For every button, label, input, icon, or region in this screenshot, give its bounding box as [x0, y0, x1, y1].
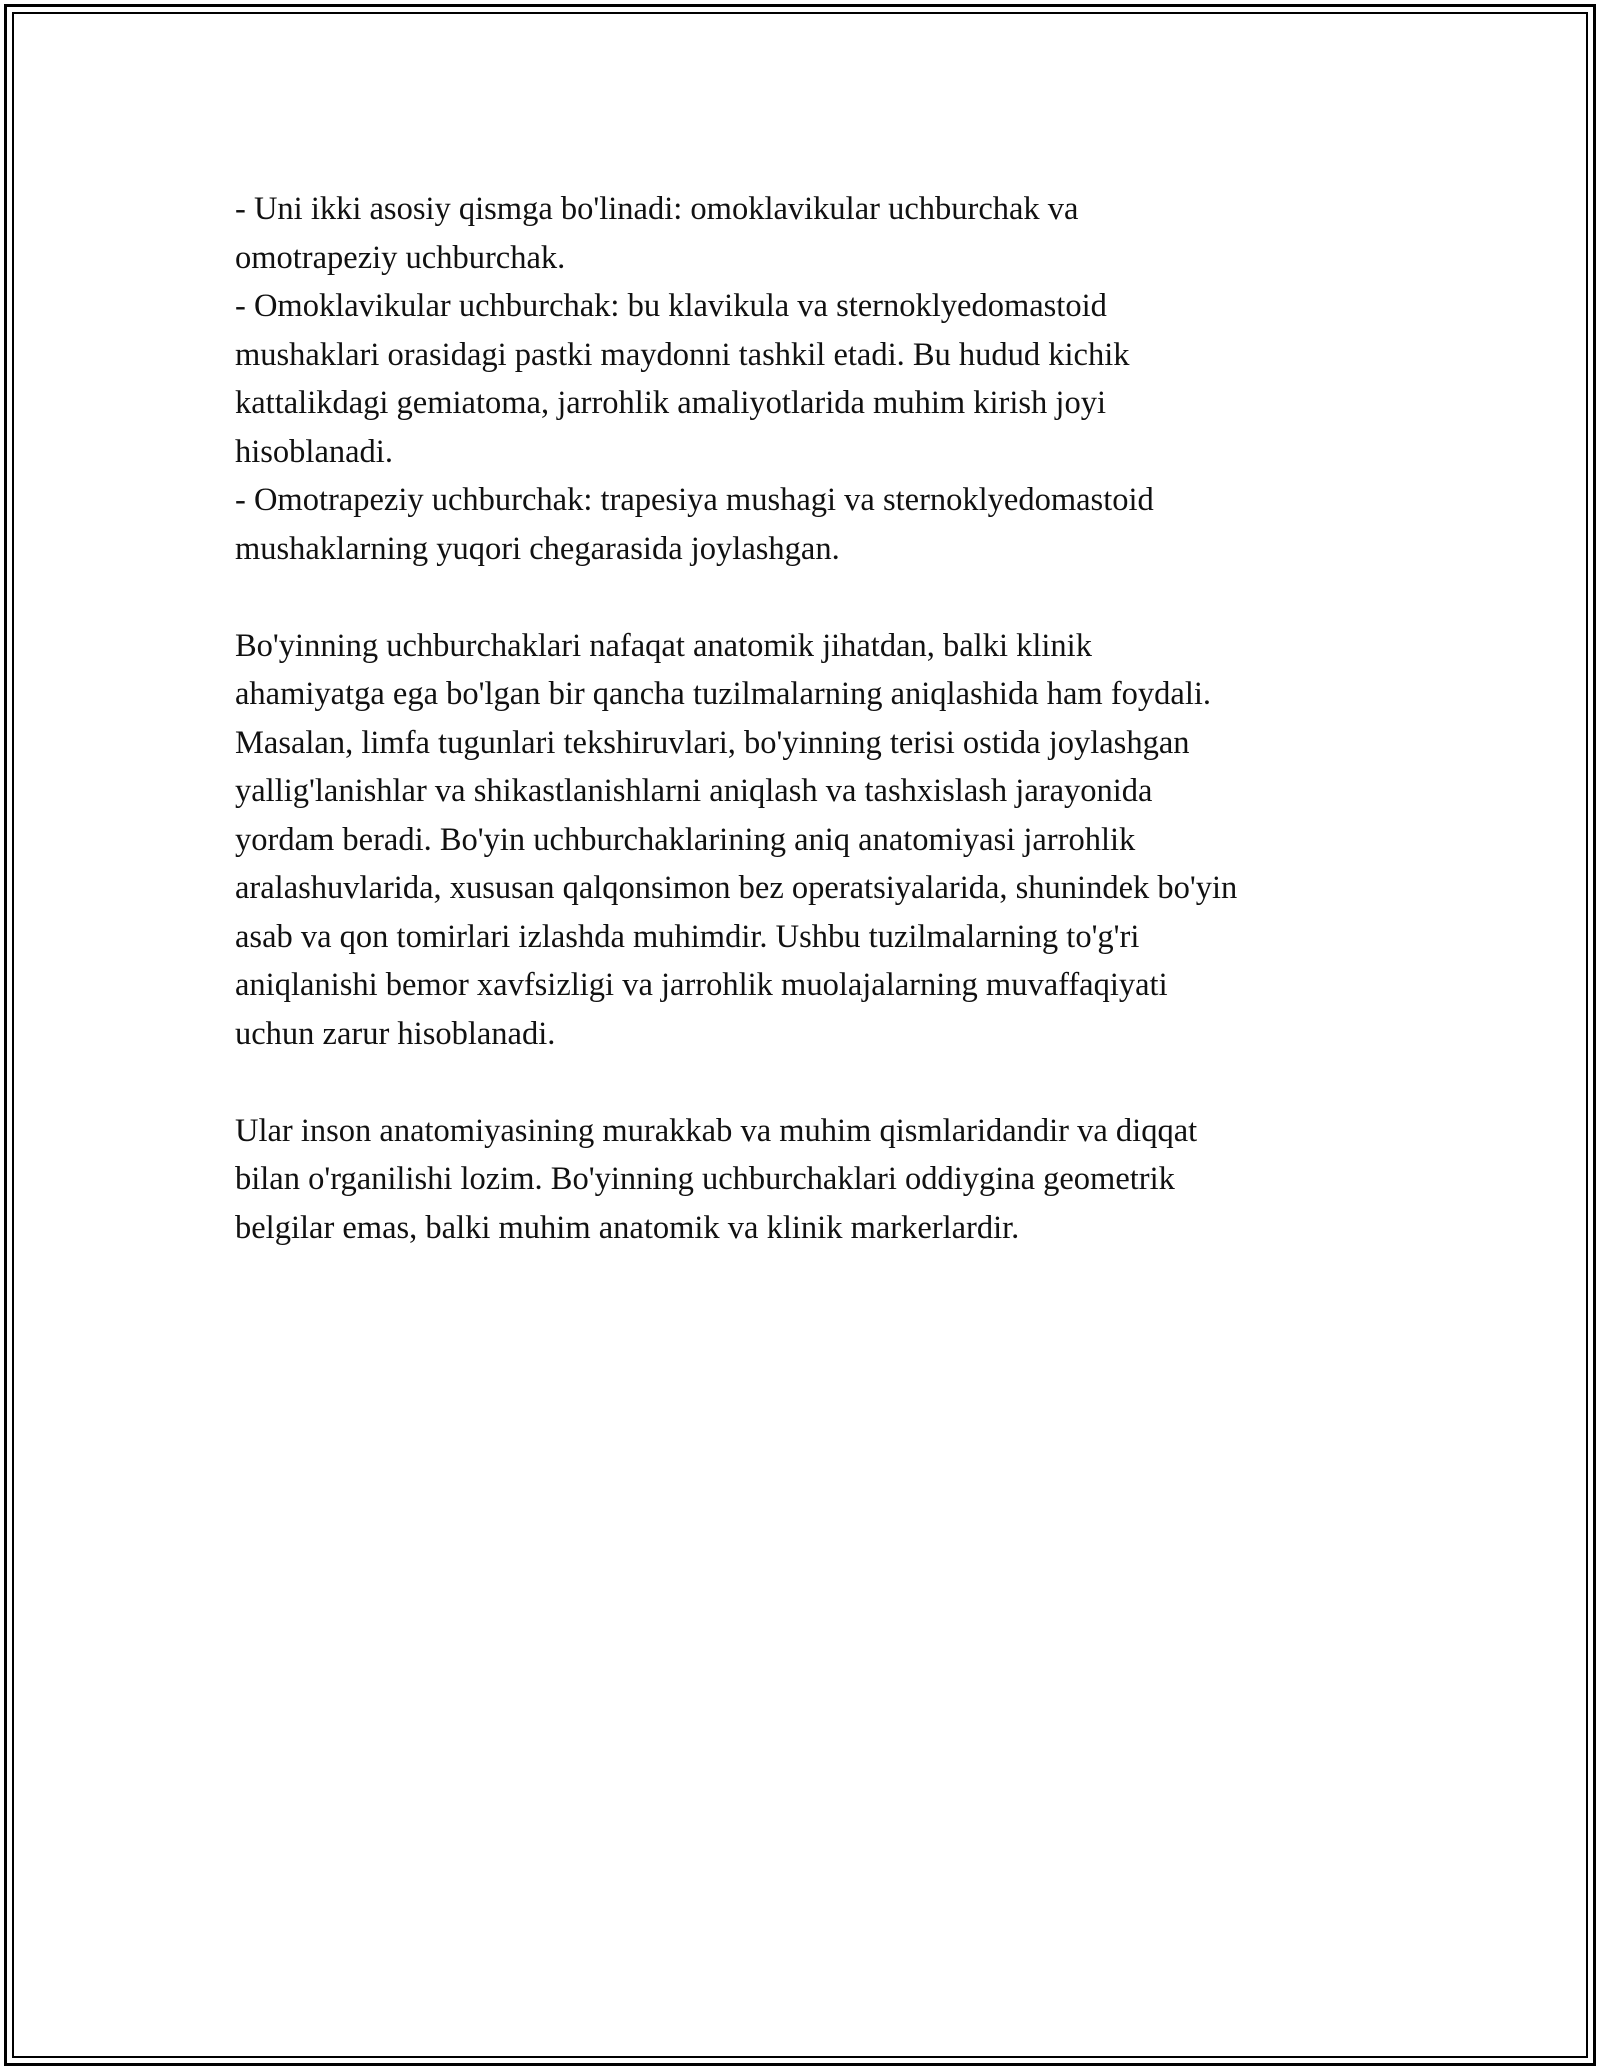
text-line: asab va qon tomirlari izlashda muhimdir. Ushbu tuzilmalarning to'g'ri	[235, 918, 1140, 955]
text-line: Masalan, limfa tugunlari tekshiruvlari, bo'yinning terisi ostida joylashgan	[235, 724, 1190, 761]
text-line: yordam beradi. Bo'yin uchburchaklarining aniq anatomiyasi jarrohlik	[235, 821, 1136, 858]
text-line: omotrapeziy uchburchak.	[235, 239, 566, 276]
text-line: aralashuvlarida, xususan qalqonsimon bez operatsiyalarida, shunindek bo'yin	[235, 870, 1238, 906]
paragraph-triangle-divisions	[235, 185, 1385, 573]
text-line: ahamiyatga ega bo'lgan bir qancha tuzilmalarning aniqlashida ham foydali.	[235, 676, 1211, 712]
text-line: yallig'lanishlar va shikastlanishlarni aniqlash va tashxislash jarayonida	[235, 773, 1153, 809]
text-line: kattalikdagi gemiatoma, jarrohlik amaliyotlarida muhim kirish joyi	[235, 385, 1106, 421]
text-line: hisoblanadi.	[235, 433, 393, 470]
paragraph-clinical-significance	[235, 622, 1385, 1059]
text-line: uchun zarur hisoblanadi.	[235, 1015, 556, 1052]
document-body	[235, 185, 1385, 1252]
text-line: Bo'yinning uchburchaklari nafaqat anatomik jihatdan, balki klinik	[235, 627, 1092, 664]
text-line: aniqlanishi bemor xavfsizligi va jarrohlik muolajalarning muvaffaqiyati	[235, 967, 1168, 1003]
paragraph-spacer	[235, 573, 1385, 622]
text-line: belgilar emas, balki muhim anatomik va klinik markerlardir.	[235, 1209, 1020, 1246]
paragraph-conclusion	[235, 1107, 1385, 1253]
text-line: mushaklarning yuqori chegarasida joylashgan.	[235, 530, 840, 567]
text-line: Ular inson anatomiyasining murakkab va muhim qismlaridandir va diqqat	[235, 1112, 1198, 1149]
text-line: bilan o'rganilishi lozim. Bo'yinning uchburchaklari oddiygina geometrik	[235, 1161, 1175, 1197]
text-line: - Omoklavikular uchburchak: bu klavikula va sternoklyedomastoid	[235, 288, 1107, 324]
text-line: - Omotrapeziy uchburchak: trapesiya mushagi va sternoklyedomastoid	[235, 482, 1154, 518]
text-line: mushaklari orasidagi pastki maydonni tashkil etadi. Bu hudud kichik	[235, 336, 1130, 373]
paragraph-spacer	[235, 1058, 1385, 1107]
text-line: - Uni ikki asosiy qismga bo'linadi: omoklavikular uchburchak va	[235, 191, 1079, 227]
